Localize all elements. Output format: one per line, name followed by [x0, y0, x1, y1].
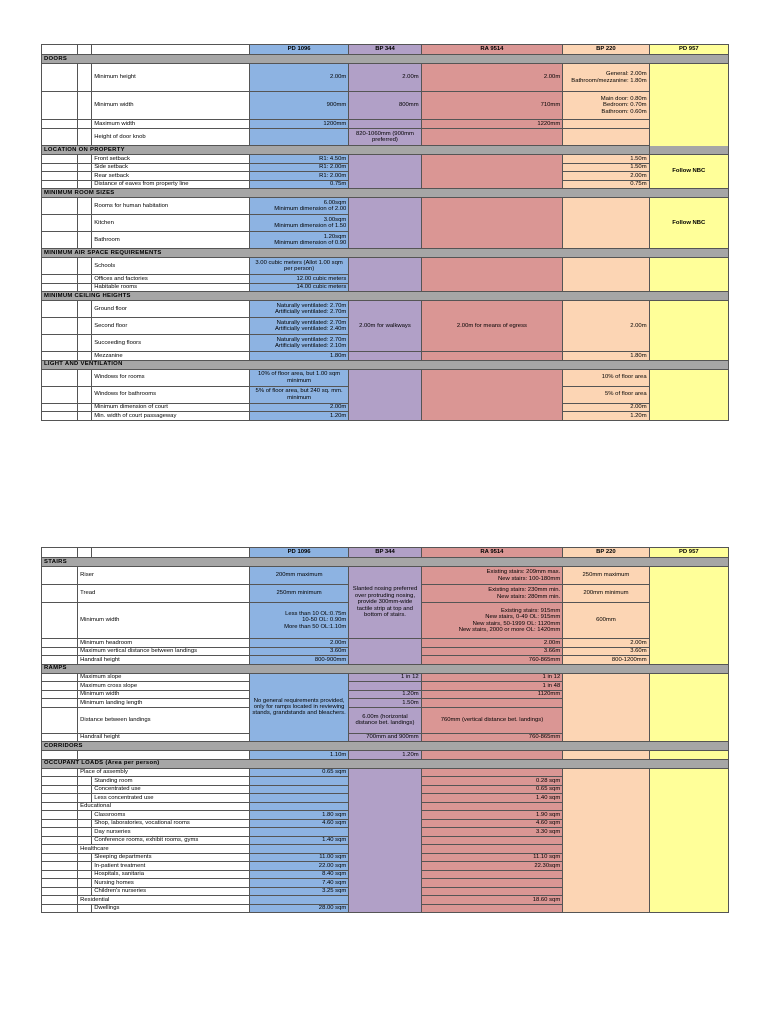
table-row	[42, 120, 729, 129]
header-blank	[42, 548, 78, 558]
cell-value: 2.00m for walkways	[349, 301, 421, 352]
cell-line: Existing stairs: 230mm min.	[488, 587, 561, 594]
row-label: Maximum slope	[78, 673, 250, 682]
regulation-table-2	[41, 547, 729, 913]
row-label: Maximum width	[92, 120, 250, 129]
header-bp344: BP 344	[349, 45, 421, 55]
cell-value: 760-865mm	[421, 733, 563, 742]
cell-value: 2.00m	[249, 64, 348, 92]
row-label: Distance between landings	[78, 707, 250, 733]
cell-line: 3.00sqm	[323, 216, 347, 223]
cell-value: 1.10m	[249, 751, 348, 760]
cell-value: 2.00m	[563, 172, 649, 181]
cell-value: 0.75m	[249, 180, 348, 189]
cell-value: 22.30sqm	[421, 862, 563, 871]
row-label: Handrail height	[78, 656, 250, 665]
cell-value: 2.00m	[563, 403, 649, 412]
cell-line: 6.00sqm	[323, 199, 347, 206]
cell-value: 11.00 sqm	[249, 853, 348, 862]
cell-value: 1.20m	[249, 412, 348, 421]
follow-nbc-note: Follow NBC	[649, 155, 728, 189]
cell-value: 1120mm	[421, 690, 563, 699]
cell-value: 2.00m	[421, 64, 563, 92]
cell-value: 1.40 sqm	[421, 794, 563, 803]
cell-value	[563, 64, 649, 92]
row-label: In-patient treatment	[92, 862, 250, 871]
cell-line: Naturally ventilated: 2.70m	[276, 302, 347, 309]
cell-line: Bathroom/mezzanine: 1.80m	[571, 77, 647, 84]
cell-value: 1 in 12	[349, 673, 421, 682]
cell-value: 1.50m	[349, 699, 421, 708]
table-row	[42, 64, 729, 92]
row-label: Front setback	[92, 155, 250, 164]
cell-line: Minimum dimension of 1.50	[274, 223, 347, 229]
header-bp344: BP 344	[349, 548, 421, 558]
cell-value	[249, 232, 348, 249]
cell-value: 22.00 sqm	[249, 862, 348, 871]
cell-line: Bathroom: 0.60m	[601, 108, 647, 115]
cell-line: New stairs, 50-1999 OL: 1120mm	[472, 620, 561, 627]
row-label: Hospitals, sanitaria	[92, 870, 250, 879]
cell-line: New stairs, 2000 or more OL: 1420mm	[458, 626, 561, 633]
cell-line: Naturally ventilated: 2.70m	[276, 319, 347, 326]
cell-line: New stairs, 0-49 OL: 915mm	[485, 614, 561, 621]
cell-value: 12.00 cubic meters	[249, 275, 348, 284]
table-row	[42, 92, 729, 120]
cell-value: 0.75m	[563, 180, 649, 189]
cell-value: 2.00m	[563, 639, 649, 648]
row-label: Minimum width	[92, 92, 250, 120]
cell-value: 3.25 sqm	[249, 887, 348, 896]
row-label: Minimum width	[78, 603, 250, 639]
cell-value: 1.40 sqm	[249, 836, 348, 845]
row-label: Windows for bathrooms	[92, 386, 250, 403]
row-label: Height of door knob	[92, 129, 250, 146]
cell-line: Existing stairs: 915mm	[500, 607, 561, 614]
cell-line: Minimum dimension of 0.90	[274, 240, 347, 246]
cell-value: R1: 2.00m	[249, 172, 348, 181]
cell-value: 18.60 sqm	[421, 896, 563, 905]
row-label: Minimum landing length	[78, 699, 250, 708]
cell-value: 3.60m	[563, 647, 649, 656]
cell-value: 5% of floor area	[563, 386, 649, 403]
cell-value: 820-1060mm (900mm preferred)	[349, 129, 421, 146]
row-label: Minimum headroom	[78, 639, 250, 648]
cell-line: 10-50 OL: 0.90m	[302, 617, 347, 624]
row-label: Minimum width	[78, 690, 250, 699]
cell-value: 2.00m	[249, 403, 348, 412]
row-label: Classrooms	[92, 811, 250, 820]
cell-value	[421, 603, 563, 639]
row-label: Children's nurseries	[92, 887, 250, 896]
cell-value: 0.65 sqm	[249, 768, 348, 777]
header-blank	[92, 548, 250, 558]
table-row	[42, 369, 729, 386]
cell-line: Naturally ventilated: 2.70m	[276, 336, 347, 343]
cell-value: 2.00m	[563, 301, 649, 352]
cell-value: 1.50m	[563, 155, 649, 164]
table-row	[42, 768, 729, 777]
cell-value: 28.00 sqm	[249, 904, 348, 913]
header-blank	[42, 45, 78, 55]
cell-value: 800mm	[349, 92, 421, 120]
cell-line: Artificially ventilated: 2.70m	[274, 309, 347, 315]
cell-value: 1 in 12	[421, 673, 563, 682]
cell-value: 1.80 sqm	[249, 811, 348, 820]
cell-value: 2.00m for means of egress	[421, 301, 563, 352]
row-label: Residential	[78, 896, 250, 905]
row-label: Rooms for human habitation	[92, 198, 250, 215]
cell-value: 760mm (vertical distance bet. landings)	[421, 707, 563, 733]
section-ramps: RAMPS	[42, 664, 729, 673]
row-label: Ground floor	[92, 301, 250, 318]
cell-value: 250mm maximum	[563, 567, 649, 585]
pd957-cell	[649, 64, 728, 155]
cell-line: Minimum dimension of 2.00	[274, 206, 347, 212]
cell-value	[249, 335, 348, 352]
cell-line: Artificially ventilated: 2.10m	[274, 343, 347, 349]
cell-value: 1.80m	[563, 352, 649, 361]
cell-value: 800-900mm	[249, 656, 348, 665]
cell-value: 800-1200mm	[563, 656, 649, 665]
cell-value: 11.10 sqm	[421, 853, 563, 862]
cell-value	[563, 92, 649, 120]
cell-line: General: 2.00m	[606, 71, 647, 78]
cell-value: 2.00m	[349, 64, 421, 92]
cell-value: 1.20m	[563, 412, 649, 421]
header-bp220: BP 220	[563, 45, 649, 55]
table-row	[42, 639, 729, 648]
cell-line: Artificially ventilated: 2.40m	[274, 326, 347, 332]
header-pd1096: PD 1096	[249, 548, 348, 558]
cell-value: 4.60 sqm	[421, 819, 563, 828]
section-room-sizes: MINIMUM ROOM SIZES	[42, 189, 729, 198]
row-label: Bathroom	[92, 232, 250, 249]
row-label: Second floor	[92, 318, 250, 335]
header-blank	[78, 548, 92, 558]
row-label: Distance of eaves from property line	[92, 180, 250, 189]
cell-value: 710mm	[421, 92, 563, 120]
cell-value: 10% of floor area, but 1.00 sqm minimum	[249, 369, 348, 386]
cell-value: 900mm	[249, 92, 348, 120]
cell-value	[249, 198, 348, 215]
header-ra9514: RA 9514	[421, 45, 563, 55]
cell-value: 200mm maximum	[249, 567, 348, 585]
section-stairs: STAIRS	[42, 558, 729, 567]
row-label: Riser	[78, 567, 250, 585]
cell-value: 2.00m	[421, 639, 563, 648]
cell-value: 700mm and 900mm	[349, 733, 421, 742]
table-header-row	[42, 45, 729, 55]
follow-nbc-note: Follow NBC	[649, 198, 728, 249]
cell-value: 10% of floor area	[563, 369, 649, 386]
table-row	[42, 352, 729, 361]
table-row	[42, 673, 729, 682]
section-doors: DOORS	[42, 55, 729, 64]
row-label: Place of assembly	[78, 768, 250, 777]
cell-value: 200mm minimum	[563, 585, 649, 603]
header-pd957: PD 957	[649, 45, 728, 55]
cell-value	[249, 603, 348, 639]
row-label: Succeeding floors	[92, 335, 250, 352]
regulation-table-1	[41, 44, 729, 421]
row-label: Dwellings	[92, 904, 250, 913]
row-label: Side setback	[92, 163, 250, 172]
cell-value: 1220mm	[421, 120, 563, 129]
cell-value: 1.80m	[249, 352, 348, 361]
cell-line: Main door: 0.80m	[600, 95, 647, 102]
cell-value: 760-865mm	[421, 656, 563, 665]
cell-value: 5% of floor area, but 240 sq. mm. minimum	[249, 386, 348, 403]
cell-line: 1.20sqm	[323, 233, 347, 240]
row-label: Mezzanine	[92, 352, 250, 361]
cell-value: 250mm minimum	[249, 585, 348, 603]
row-label: Handrail height	[78, 733, 250, 742]
cell-value: 2.00m	[249, 639, 348, 648]
row-label: Rear setback	[92, 172, 250, 181]
cell-value: Slanted nosing preferred over protruding nosing, provide 300mm-wide tactile strip at top and bottom of stairs.	[349, 567, 421, 639]
cell-value: 3.66m	[421, 647, 563, 656]
header-bp220: BP 220	[563, 548, 649, 558]
section-air-space: MINIMUM AIR SPACE REQUIREMENTS	[42, 249, 729, 258]
cell-value: 4.60 sqm	[249, 819, 348, 828]
cell-value: 1 in 48	[421, 682, 563, 691]
row-label: Standing room	[92, 777, 250, 786]
cell-value: No general requirements provided, only for ramps located in reviewing stands, grandstands and bleachers.	[249, 673, 348, 742]
header-ra9514: RA 9514	[421, 548, 563, 558]
row-label: Maximum cross slope	[78, 682, 250, 691]
table-row	[42, 258, 729, 275]
header-pd957: PD 957	[649, 548, 728, 558]
header-blank	[92, 45, 250, 55]
row-label: Conference rooms, exhibit rooms, gyms	[92, 836, 250, 845]
cell-value: 1200mm	[249, 120, 348, 129]
table-row	[42, 129, 729, 146]
row-label: Shop, laboratories, vocational rooms	[92, 819, 250, 828]
row-label: Minimum height	[92, 64, 250, 92]
cell-value: 1.20m	[349, 751, 421, 760]
cell-value	[421, 567, 563, 585]
row-label: Day nurseries	[92, 828, 250, 837]
section-ceiling: MINIMUM CEILING HEIGHTS	[42, 292, 729, 301]
row-label: Less concentrated use	[92, 794, 250, 803]
table-row	[42, 567, 729, 585]
row-label: Maximum vertical distance between landings	[78, 647, 250, 656]
cell-value: 14.00 cubic meters	[249, 283, 348, 292]
cell-line: Bedroom: 0.70m	[603, 102, 647, 109]
row-label: Min. width of court passageway	[92, 412, 250, 421]
cell-value: 1.90 sqm	[421, 811, 563, 820]
row-label: Offices and factories	[92, 275, 250, 284]
cell-value	[421, 585, 563, 603]
table-row	[42, 155, 729, 164]
cell-value: R1: 4.50m	[249, 155, 348, 164]
cell-line: Existing stairs: 209mm max.	[486, 569, 561, 576]
cell-line: More than 50 OL:1.10m	[284, 623, 347, 630]
table-row	[42, 198, 729, 215]
row-label: Educational	[78, 802, 250, 811]
cell-line: Less than 10 OL:0.75m	[285, 610, 347, 617]
section-light: LIGHT AND VENTILATION	[42, 360, 729, 369]
cell-line: New stairs: 100-180mm	[498, 575, 561, 582]
header-blank	[78, 45, 92, 55]
cell-value: 0.28 sqm	[421, 777, 563, 786]
section-location: LOCATION ON PROPERTY	[42, 146, 729, 155]
row-label: Schools	[92, 258, 250, 275]
header-pd1096: PD 1096	[249, 45, 348, 55]
cell-value: 6.00m (horizontal distance bet. landings)	[349, 707, 421, 733]
row-label: Healthcare	[78, 845, 250, 854]
cell-value: R1: 2.00m	[249, 163, 348, 172]
row-label: Sleeping departments	[92, 853, 250, 862]
cell-value: 3.30 sqm	[421, 828, 563, 837]
table-row	[42, 301, 729, 318]
cell-value: 0.65 sqm	[421, 785, 563, 794]
table-header-row	[42, 548, 729, 558]
table-row	[42, 751, 729, 760]
section-occupant-loads: OCCUPANT LOADS (Area per person)	[42, 759, 729, 768]
cell-value	[249, 215, 348, 232]
cell-value: 3.60m	[249, 647, 348, 656]
section-corridors: CORRIDORS	[42, 742, 729, 751]
row-label: Kitchen	[92, 215, 250, 232]
cell-value: 600mm	[563, 603, 649, 639]
row-label: Concentrated use	[92, 785, 250, 794]
row-label: Nursing homes	[92, 879, 250, 888]
cell-value	[249, 318, 348, 335]
row-label: Tread	[78, 585, 250, 603]
cell-value: 3.00 cubic meters (Allot 1.00 sqm per person)	[249, 258, 348, 275]
cell-value: 8.40 sqm	[249, 870, 348, 879]
cell-value: 7.40 sqm	[249, 879, 348, 888]
cell-value: 1.50m	[563, 163, 649, 172]
cell-value	[249, 301, 348, 318]
row-label: Minimum dimension of court	[92, 403, 250, 412]
cell-line: New stairs: 280mm min.	[497, 593, 561, 600]
row-label: Windows for rooms	[92, 369, 250, 386]
cell-value: 1.20m	[349, 690, 421, 699]
row-label: Habitable rooms	[92, 283, 250, 292]
